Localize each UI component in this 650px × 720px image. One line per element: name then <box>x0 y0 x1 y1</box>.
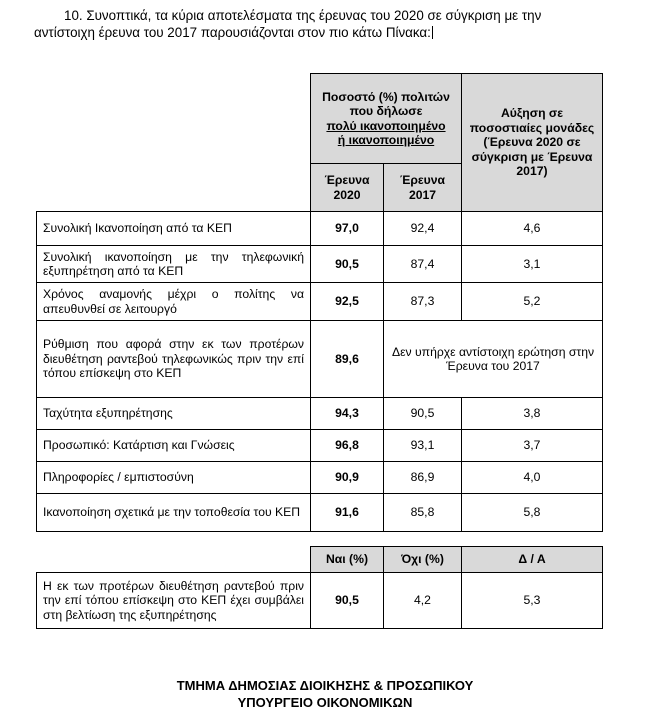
footer-ministry: ΥΠΟΥΡΓΕΙΟ ΟΙΚΟΝΟΜΙΚΩΝ <box>237 695 413 710</box>
row-label: Προσωπικό: Κατάρτιση και Γνώσεις <box>37 430 311 462</box>
table1-header-2017: Έρευνα 2017 <box>384 164 462 212</box>
row-label: Ικανοποίηση σχετικά με την τοποθεσία του ΚΕΠ <box>37 494 311 532</box>
footer <box>0 677 650 711</box>
table-row <box>37 398 603 430</box>
footer-department: ΤΜΗΜΑ ΔΗΜΟΣΙΑΣ ΔΙΟΙΚΗΣΗΣ & ΠΡΟΣΩΠΙΚΟΥ <box>176 678 474 693</box>
row-value-diff: 3,7 <box>462 430 603 462</box>
row-label: Συνολική Ικανοποίηση από τα ΚΕΠ <box>37 212 311 246</box>
group-header-underline-2: ή ικανοποιημένο <box>337 133 435 147</box>
row-label: Συνολική ικανοποίηση με την τηλεφωνική εξυπηρέτηση από τα ΚΕΠ <box>37 246 311 283</box>
group-header-underline-1: πολύ ικανοποιημένο <box>326 118 446 133</box>
appointment-impact-table <box>36 546 603 629</box>
table-row <box>37 494 603 532</box>
row-value-2017: 87,4 <box>384 246 462 283</box>
row-label: Ρύθμιση που αφορά στην εκ των προτέρων διευθέτηση ραντεβού τηλεφωνικώς πριν την επί τόπου επίσκεψη στο ΚΕΠ <box>37 321 311 398</box>
row-value-2020: 94,3 <box>311 398 384 430</box>
text-cursor <box>432 26 433 39</box>
row-value-diff: 5,2 <box>462 283 603 321</box>
row-label: Χρόνος αναμονής μέχρι ο πολίτης να απευθυνθεί σε λειτουργό <box>37 283 311 321</box>
row-value-2017: 93,1 <box>384 430 462 462</box>
row-value-diff: 3,1 <box>462 246 603 283</box>
row-value-2017: 86,9 <box>384 462 462 494</box>
intro-line-1: 10. Συνοπτικά, τα κύρια αποτελέσματα της έρευνας του 2020 σε σύγκριση με την <box>64 8 542 23</box>
row-value-na: 5,3 <box>462 573 603 629</box>
row-value-2017: 85,8 <box>384 494 462 532</box>
row-value-2020: 92,5 <box>311 283 384 321</box>
table-row <box>37 283 603 321</box>
table-row <box>37 212 603 246</box>
row-value-diff: 4,0 <box>462 462 603 494</box>
row-value-2020: 96,8 <box>311 430 384 462</box>
table-row <box>37 246 603 283</box>
row-value-diff: 4,6 <box>462 212 603 246</box>
intro-paragraph <box>34 7 612 41</box>
row-value-2017: 92,4 <box>384 212 462 246</box>
row-value-2020: 97,0 <box>311 212 384 246</box>
intro-line-2 <box>34 24 612 41</box>
row-no-comparison-note: Δεν υπήρχε αντίστοιχη ερώτηση στην Έρευνα του 2017 <box>384 321 603 398</box>
row-label: Η εκ των προτέρων διευθέτηση ραντεβού πριν την επί τόπου επίσκεψη στο ΚΕΠ έχει συμβάλει στη βελτίωση της εξυπηρέτησης <box>37 573 311 629</box>
row-value-2017: 90,5 <box>384 398 462 430</box>
row-value-2020: 90,5 <box>311 246 384 283</box>
table2-header-yes: Ναι (%) <box>311 547 384 573</box>
row-label: Πληροφορίες / εμπιστοσύνη <box>37 462 311 494</box>
table1-empty-corner <box>37 74 311 212</box>
table1-header-2020: Έρευνα 2020 <box>311 164 384 212</box>
intro-line-2-text: αντίστοιχη έρευνα του 2017 παρουσιάζονται στον πιο κάτω Πίνακα: <box>34 25 431 40</box>
table2-header-na: Δ / Α <box>462 547 603 573</box>
row-label: Ταχύτητα εξυπηρέτησης <box>37 398 311 430</box>
table1-group-header <box>311 74 462 164</box>
row-value-no: 4,2 <box>384 573 462 629</box>
group-header-text: Ποσοστό (%) πολιτών που δήλωσε <box>322 89 450 118</box>
row-value-2020: 89,6 <box>311 321 384 398</box>
row-value-diff: 5,8 <box>462 494 603 532</box>
row-value-2020: 90,9 <box>311 462 384 494</box>
row-value-2020: 91,6 <box>311 494 384 532</box>
table2-header-no: Όχι (%) <box>384 547 462 573</box>
row-value-yes: 90,5 <box>311 573 384 629</box>
table-row <box>37 462 603 494</box>
table-row <box>37 573 603 629</box>
results-comparison-table <box>36 73 603 532</box>
row-value-diff: 3,8 <box>462 398 603 430</box>
table-row <box>37 321 603 398</box>
table-row <box>37 430 603 462</box>
row-value-2017: 87,3 <box>384 283 462 321</box>
table1-diff-header: Αύξηση σε ποσοστιαίες μονάδες (Έρευνα 2020 σε σύγκριση με Έρευνα 2017) <box>462 74 603 212</box>
table2-empty-corner <box>37 547 311 573</box>
